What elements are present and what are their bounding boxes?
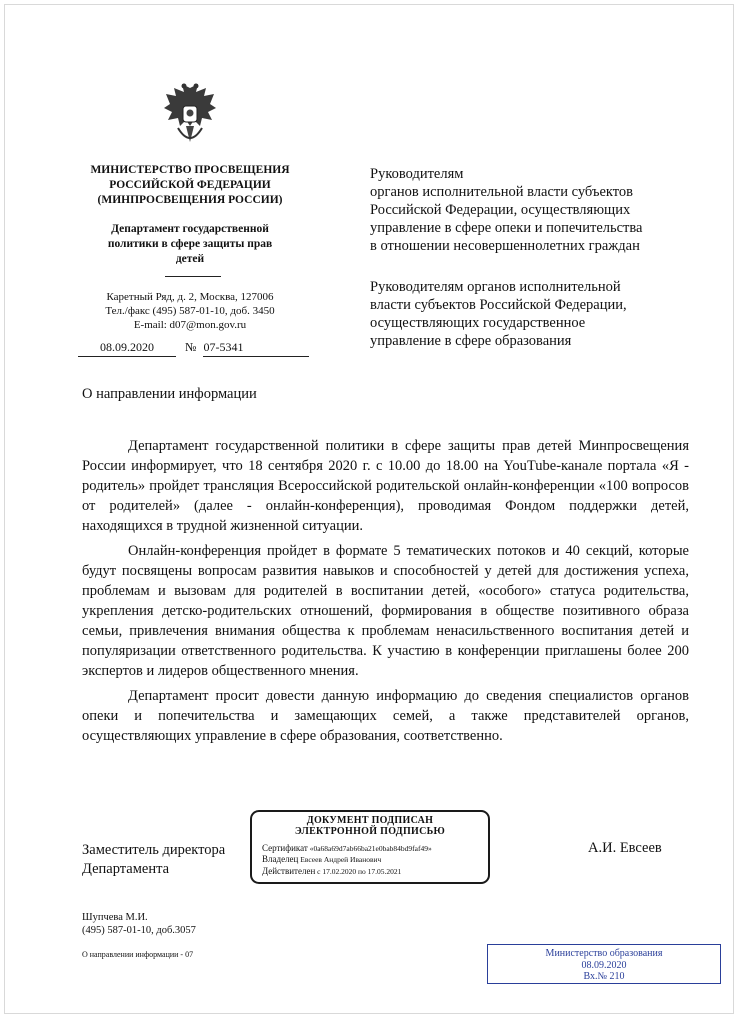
department-name-line-1: Департамент государственной [111, 223, 269, 235]
department-name-line-2: политики в сфере защиты прав [107, 238, 273, 250]
signatory-name: А.И. Евсеев [588, 840, 662, 856]
addressee-1-line: органов исполнительной власти субъектов [370, 184, 633, 200]
stamp-validity-value: с 17.02.2020 по 17.05.2021 [317, 867, 402, 876]
performer-phone: (495) 587-01-10, доб.3057 [82, 925, 196, 936]
body-paragraph-2: Онлайн-конференция пройдет в формате 5 тематических потоков и 40 секций, которые будут посвящены вопросам развития навыков и способностей у детей для достижения успеха, проблемам и вызовам для родителей в воспитании детей, «особого» статуса родительства, укрепления детско-родительских отношений, формирования в обществе позитивного образа семьи, привлечения внимания общества к проблемам ненасильственного воспитания детей и популяризации ответственного родительства. К участию в конференции приглашены более 200 экспертов и лидеров общественного мнения. [82, 543, 689, 679]
stamp-heading-line-2: ЭЛЕКТРОННОЙ ПОДПИСЬЮ [294, 826, 446, 837]
header-divider [165, 276, 221, 277]
registration-number-sign: № [185, 340, 197, 354]
stamp-heading-line-1: ДОКУМЕНТ ПОДПИСАН [306, 815, 434, 826]
ministry-name-line-2: РОССИЙСКОЙ ФЕДЕРАЦИИ [109, 179, 271, 191]
address-line: Каретный Ряд, д. 2, Москва, 127006 [106, 291, 274, 303]
addressee-1-line: в отношении несовершеннолетних граждан [370, 238, 640, 254]
registration-number: 07-5341 [203, 340, 309, 357]
registration-row [78, 340, 309, 357]
electronic-signature-stamp [250, 810, 490, 884]
letter-subject: О направлении информации [82, 386, 257, 402]
addressee-1-line: Российской Федерации, осуществляющих [370, 202, 631, 218]
body-paragraph-1: Департамент государственной политики в сфере защиты прав детей Минпросвещения России информирует, что 18 сентября 2020 г. с 10.00 до 18.00 на YouTube-канале портала «Я - родитель» пройдет трансляция Всероссийской родительской онлайн-конференции «100 вопросов от родителей» (далее - онлайн-конференция), проводимая Фондом поддержки детей, находящихся в трудной жизненной ситуации. [82, 438, 689, 534]
incoming-stamp-org: Министерство образования [545, 948, 663, 959]
department-name-line-3: детей [175, 253, 205, 265]
addressee-2-line: Руководителям органов исполнительной [370, 279, 621, 295]
phone-line: Тел./факс (495) 587-01-10, доб. 3450 [105, 305, 275, 317]
stamp-certificate-label: Сертификат [262, 843, 308, 853]
email-line: E-mail: d07@mon.gov.ru [133, 319, 247, 331]
footer-note: О направлении информации - 07 [82, 950, 194, 959]
addressee-2-line: осуществляющих государственное [370, 315, 586, 331]
stamp-certificate [262, 844, 432, 853]
addressee-2-line: власти субъектов Российской Федерации, [370, 297, 627, 313]
performer-name: Шупчева М.И. [82, 912, 148, 923]
stamp-certificate-value: «0a68a69d7ab66ba21e0bab84bd9faf49» [309, 844, 432, 853]
stamp-owner-label: Владелец [262, 854, 299, 864]
incoming-registration-stamp [487, 944, 721, 984]
ministry-name-line-3: (МИНПРОСВЕЩЕНИЯ РОССИИ) [97, 194, 283, 206]
signatory-title [82, 841, 225, 879]
incoming-stamp-number: Вх.№ 210 [583, 971, 625, 982]
performer-info [82, 911, 196, 937]
addressee-1-line: Руководителям [370, 166, 464, 182]
registration-date: 08.09.2020 [78, 340, 176, 357]
ministry-name-line-1: МИНИСТЕРСТВО ПРОСВЕЩЕНИЯ [90, 164, 290, 176]
addressee-block-1 [370, 165, 710, 255]
addressee-block-2 [370, 278, 710, 350]
signatory-title-line: Департамента [82, 861, 170, 877]
letter-body [82, 436, 689, 751]
incoming-stamp-date: 08.09.2020 [581, 959, 627, 971]
stamp-validity [262, 867, 401, 876]
stamp-owner [262, 855, 381, 864]
addressee-2-line: управление в сфере образования [370, 333, 572, 349]
russian-coat-of-arms-icon [160, 82, 220, 150]
addressee-1-line: управление в сфере опеки и попечительства [370, 220, 643, 236]
body-paragraph-3: Департамент просит довести данную информацию до сведения специалистов органов опеки и попечительства и замещающих семей, а также представителей органов, осуществляющих управление в сфере образования, соответственно. [82, 688, 689, 744]
stamp-validity-label: Действителен [262, 866, 316, 876]
signatory-title-line: Заместитель директора [82, 842, 226, 858]
stamp-owner-value: Евсеев Андрей Иванович [300, 855, 382, 864]
